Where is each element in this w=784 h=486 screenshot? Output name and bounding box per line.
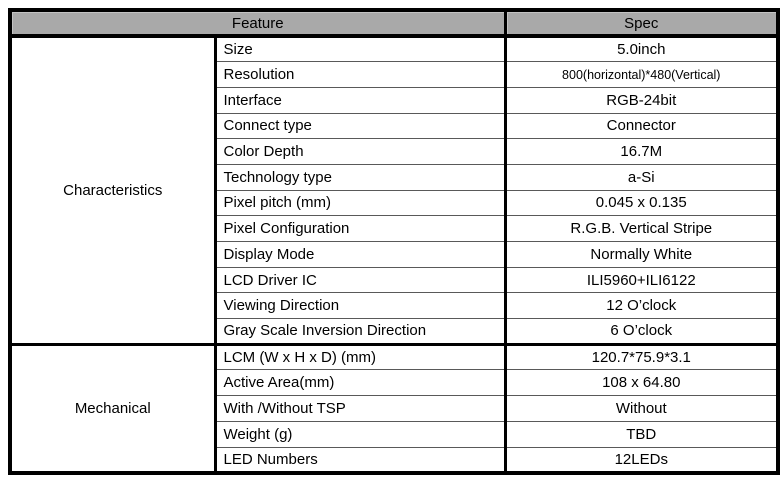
spec-cell: TBD [505, 421, 778, 447]
feature-cell: Color Depth [215, 139, 505, 165]
spec-cell: 12 O’clock [505, 293, 778, 319]
table-row [10, 344, 778, 370]
feature-cell: Display Mode [215, 242, 505, 268]
feature-cell: LCD Driver IC [215, 267, 505, 293]
spec-cell: ILI5960+ILI6122 [505, 267, 778, 293]
section-mechanical [10, 344, 778, 472]
spec-cell: 12LEDs [505, 447, 778, 473]
feature-cell: Weight (g) [215, 421, 505, 447]
spec-cell: 6 O’clock [505, 319, 778, 345]
spec-cell: a-Si [505, 164, 778, 190]
spec-table [8, 8, 780, 475]
feature-cell: With /Without TSP [215, 396, 505, 422]
header-row [10, 10, 778, 36]
spec-cell: Connector [505, 113, 778, 139]
spec-cell: Normally White [505, 242, 778, 268]
table-row [10, 36, 778, 62]
feature-cell: Active Area(mm) [215, 370, 505, 396]
feature-cell: Interface [215, 87, 505, 113]
feature-cell: LCM (W x H x D) (mm) [215, 344, 505, 370]
spec-cell: 16.7M [505, 139, 778, 165]
spec-cell: R.G.B. Vertical Stripe [505, 216, 778, 242]
table-header [10, 10, 778, 36]
feature-cell: Connect type [215, 113, 505, 139]
feature-cell: LED Numbers [215, 447, 505, 473]
spec-cell: RGB-24bit [505, 87, 778, 113]
section-label-characteristics: Characteristics [10, 36, 215, 344]
feature-cell: Gray Scale Inversion Direction [215, 319, 505, 345]
feature-cell: Pixel pitch (mm) [215, 190, 505, 216]
header-feature: Feature [10, 10, 505, 36]
section-label-mechanical: Mechanical [10, 344, 215, 472]
feature-cell: Pixel Configuration [215, 216, 505, 242]
spec-cell: 108 x 64.80 [505, 370, 778, 396]
spec-cell: 120.7*75.9*3.1 [505, 344, 778, 370]
spec-cell: Without [505, 396, 778, 422]
header-spec: Spec [505, 10, 778, 36]
spec-cell: 0.045 x 0.135 [505, 190, 778, 216]
spec-cell: 5.0inch [505, 36, 778, 62]
feature-cell: Viewing Direction [215, 293, 505, 319]
section-characteristics [10, 36, 778, 344]
spec-cell: 800(horizontal)*480(Vertical) [505, 62, 778, 88]
feature-cell: Technology type [215, 164, 505, 190]
feature-cell: Resolution [215, 62, 505, 88]
feature-cell: Size [215, 36, 505, 62]
